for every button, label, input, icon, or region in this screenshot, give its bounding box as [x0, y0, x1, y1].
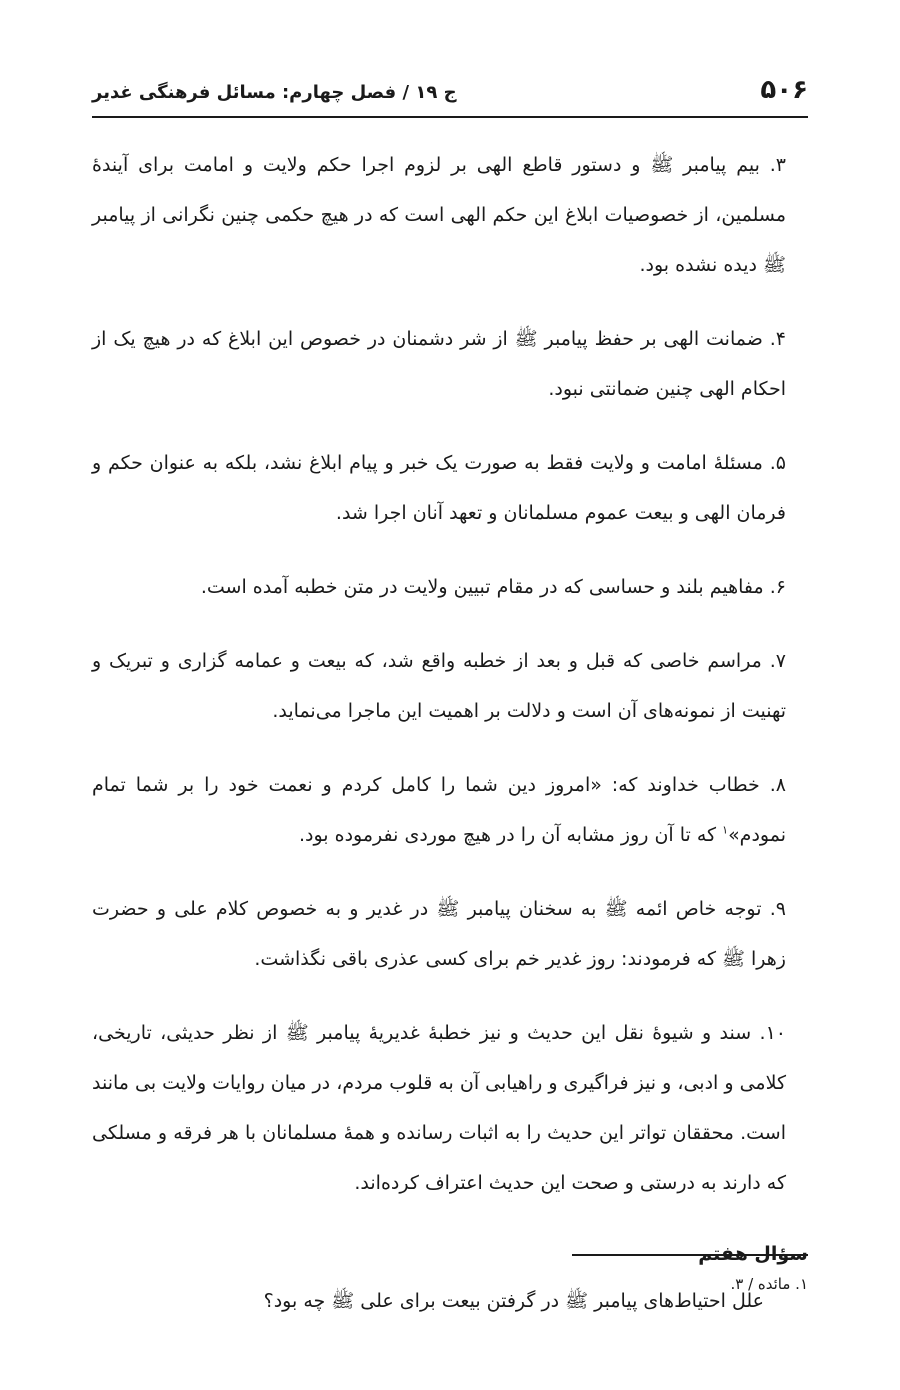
paragraph-5: ۵. مسئلهٔ امامت و ولایت فقط به صورت یک خبر و پیام ابلاغ نشد، بلکه به عنوان حکم و فرمان الهی و بیعت عموم مسلمانان و تعهد آنان اجرا شد. [92, 452, 786, 524]
paragraph-7: ۷. مراسم خاصی که قبل و بعد از خطبه واقع شد، که بیعت و عمامه گزاری و تبریک و تهنیت از نمونه‌های آن است و دلالت بر اهمیت این ماجرا می‌نماید. [92, 650, 786, 722]
body-text [92, 140, 808, 1326]
paragraph-4: ۴. ضمانت الهی بر حفظ پیامبر ﷺ از شر دشمنان در خصوص این ابلاغ که در هیچ یک از احکام الهی چنین ضمانتی نبود. [92, 328, 786, 400]
paragraph-3: ۳. بیم پیامبر ﷺ و دستور قاطع الهی بر لزوم اجرا حکم ولایت و امامت برای آیندهٔ مسلمین، از خصوصیات ابلاغ این حکم الهی است که در هیچ حکمی چنین نگرانی از پیامبر ﷺ دیده نشده بود. [92, 154, 786, 276]
paragraph-10: ۱۰. سند و شیوهٔ نقل این حدیث و نیز خطبهٔ غدیریهٔ پیامبر ﷺ از نظر حدیثی، تاریخی، کلامی و ادبی، و نیز فراگیری و راهیابی آن به قلوب مردم، در میان روایات ولایت بی مانند است. محققان تواتر این حدیث را به اثبات رسانده و همهٔ مسلمانان با هر فرقه و مسلکی که دارند به درستی و صحت این حدیث اعتراف کرده‌اند. [92, 1022, 786, 1194]
footnote: ۱. مائده / ۳. [730, 1275, 808, 1293]
running-title: ج ۱۹ / فصل چهارم: مسائل فرهنگی غدیر [92, 82, 457, 103]
paragraph-9: ۹. توجه خاص ائمه ﷺ به سخنان پیامبر ﷺ در غدیر و به خصوص کلام علی و حضرت زهرا ﷺ که فرمودند: روز غدیر خم برای کسی عذری باقی نگذاشت. [92, 898, 786, 970]
footnote-divider [572, 1254, 808, 1256]
footnote-reference: ۱ [722, 823, 729, 837]
paragraph-8-continuation: که تا آن روز مشابه آن را در هیچ موردی نفرموده بود. [298, 824, 723, 846]
book-page [92, 0, 808, 1390]
section-heading: سؤال هفتم [698, 1243, 808, 1265]
paragraph-6: ۶. مفاهیم بلند و حساسی که در مقام تبیین ولایت در متن خطبه آمده است. [200, 576, 786, 598]
page-number: ۵۰۶ [760, 75, 808, 105]
paragraph-8 [92, 760, 808, 860]
paragraph-8-text: ۸. خطاب خداوند که: «امروز دین شما را کامل کردم و نعمت خود را بر شما تمام نمودم» [92, 774, 786, 846]
section-question: علل احتیاط‌های پیامبر ﷺ در گرفتن بیعت برای علی ﷺ چه بود؟ [263, 1290, 764, 1312]
page-header [92, 72, 808, 118]
